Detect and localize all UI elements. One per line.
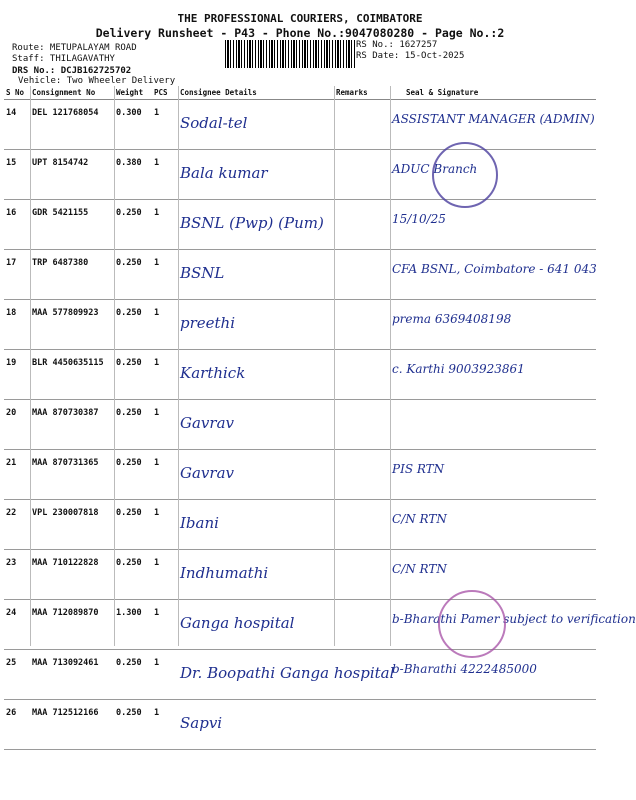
cell-pcs: 1 — [152, 350, 178, 400]
cell-signature — [390, 400, 596, 450]
cell-weight: 0.250 — [114, 350, 152, 400]
cell-consignee: Ibani — [178, 500, 334, 550]
table-row — [4, 100, 596, 150]
cell-consignee: Gavrav — [178, 450, 334, 500]
table-row — [4, 200, 596, 250]
cell-remarks — [334, 400, 390, 450]
cell-consignee: Ganga hospital — [178, 600, 334, 650]
cell-signature: 15/10/25 — [390, 200, 596, 250]
cell-consignment-no: MAA 710122828 — [30, 550, 114, 600]
cell-pcs: 1 — [152, 600, 178, 650]
cell-consignee: Sodal-tel — [178, 100, 334, 150]
cell-remarks — [334, 500, 390, 550]
cell-pcs: 1 — [152, 150, 178, 200]
cell-signature: prema 6369408198 — [390, 300, 596, 350]
cell-sno: 25 — [4, 650, 30, 700]
cell-remarks — [334, 150, 390, 200]
cell-consignment-no: MAA 713092461 — [30, 650, 114, 700]
cell-weight: 0.250 — [114, 550, 152, 600]
table-row — [4, 400, 596, 450]
rs-date: RS Date: 15-Oct-2025 — [356, 51, 465, 61]
cell-signature: CFA BSNL, Coimbatore - 641 043 — [390, 250, 596, 300]
cell-sno: 15 — [4, 150, 30, 200]
cell-weight: 0.250 — [114, 650, 152, 700]
col-remarks: Remarks — [334, 86, 390, 100]
cell-pcs: 1 — [152, 650, 178, 700]
cell-consignee: Dr. Boopathi Ganga hospital — [178, 650, 334, 700]
cell-sno: 19 — [4, 350, 30, 400]
grid-line — [390, 86, 391, 646]
vehicle-label: Vehicle: Two Wheeler Delivery — [18, 76, 176, 86]
cell-consignment-no: DEL 121768054 — [30, 100, 114, 150]
cell-consignment-no: MAA 870730387 — [30, 400, 114, 450]
cell-signature: PIS RTN — [390, 450, 596, 500]
cell-weight: 0.250 — [114, 250, 152, 300]
col-consignee: Consignee Details — [178, 86, 334, 100]
cell-sno: 22 — [4, 500, 30, 550]
cell-consignment-no: BLR 4450635115 — [30, 350, 114, 400]
col-signature: Seal & Signature — [390, 86, 596, 100]
staff-label: Staff: THILAGAVATHY — [12, 54, 115, 64]
cell-sno: 26 — [4, 700, 30, 750]
cell-pcs: 1 — [152, 500, 178, 550]
cell-sno: 17 — [4, 250, 30, 300]
grid-line — [334, 86, 335, 646]
table-row — [4, 600, 596, 650]
cell-sno: 14 — [4, 100, 30, 150]
cell-pcs: 1 — [152, 100, 178, 150]
table-row — [4, 550, 596, 600]
table-row — [4, 700, 596, 750]
table-row — [4, 300, 596, 350]
rs-number: RS No.: 1627257 — [356, 40, 438, 50]
cell-weight: 0.250 — [114, 700, 152, 750]
cell-signature: ASSISTANT MANAGER (ADMIN) — [390, 100, 596, 150]
cell-pcs: 1 — [152, 200, 178, 250]
cell-remarks — [334, 200, 390, 250]
cell-consignee: preethi — [178, 300, 334, 350]
cell-consignee: BSNL — [178, 250, 334, 300]
cell-consignment-no: MAA 712089870 — [30, 600, 114, 650]
cell-pcs: 1 — [152, 550, 178, 600]
cell-remarks — [334, 100, 390, 150]
cell-weight: 0.250 — [114, 400, 152, 450]
table-row — [4, 500, 596, 550]
cell-remarks — [334, 700, 390, 750]
cell-weight: 0.250 — [114, 200, 152, 250]
company-name: THE PROFESSIONAL COURIERS, COIMBATORE — [177, 12, 423, 25]
drs-label: DRS No.: DCJB162725702 — [12, 66, 132, 76]
hospital-seal-icon — [438, 590, 506, 658]
col-weight: Weight — [114, 86, 152, 100]
grid-line — [178, 86, 179, 646]
table-row — [4, 450, 596, 500]
col-sno: S No — [4, 86, 30, 100]
cell-remarks — [334, 600, 390, 650]
cell-pcs: 1 — [152, 250, 178, 300]
grid-line — [114, 86, 115, 646]
cell-pcs: 1 — [152, 400, 178, 450]
cell-sno: 24 — [4, 600, 30, 650]
cell-consignee: Karthick — [178, 350, 334, 400]
cell-remarks — [334, 250, 390, 300]
table-row — [4, 150, 596, 200]
cell-consignee: Indhumathi — [178, 550, 334, 600]
grid-line — [30, 86, 31, 646]
cell-consignee: BSNL (Pwp) (Pum) — [178, 200, 334, 250]
cell-remarks — [334, 350, 390, 400]
branch-seal-icon — [432, 142, 498, 208]
cell-signature: ADUC Branch — [390, 150, 596, 200]
table-row — [4, 350, 596, 400]
cell-sno: 18 — [4, 300, 30, 350]
route-label: Route: METUPALAYAM ROAD — [12, 43, 137, 53]
cell-pcs: 1 — [152, 700, 178, 750]
col-consignment: Consignment No — [30, 86, 114, 100]
cell-sno: 20 — [4, 400, 30, 450]
table-header — [4, 86, 596, 100]
cell-pcs: 1 — [152, 300, 178, 350]
cell-consignment-no: MAA 712512166 — [30, 700, 114, 750]
cell-weight: 0.250 — [114, 300, 152, 350]
cell-weight: 0.250 — [114, 450, 152, 500]
cell-signature: b-Bharathi Pamer subject to verification — [390, 600, 596, 650]
cell-consignee: Sapvi — [178, 700, 334, 750]
cell-signature — [390, 700, 596, 750]
table-row — [4, 250, 596, 300]
cell-sno: 16 — [4, 200, 30, 250]
cell-consignee: Gavrav — [178, 400, 334, 450]
cell-consignee: Bala kumar — [178, 150, 334, 200]
barcode-icon — [225, 40, 355, 68]
cell-signature: C/N RTN — [390, 500, 596, 550]
cell-weight: 0.250 — [114, 500, 152, 550]
cell-consignment-no: GDR 5421155 — [30, 200, 114, 250]
cell-remarks — [334, 450, 390, 500]
runsheet-title: Delivery Runsheet - P43 - Phone No.:9047080280 - Page No.:2 — [95, 26, 505, 40]
cell-consignment-no: TRP 6487380 — [30, 250, 114, 300]
cell-consignment-no: UPT 8154742 — [30, 150, 114, 200]
cell-sno: 23 — [4, 550, 30, 600]
cell-sno: 21 — [4, 450, 30, 500]
cell-signature: c. Karthi 9003923861 — [390, 350, 596, 400]
cell-signature: C/N RTN — [390, 550, 596, 600]
runsheet-table — [4, 86, 636, 750]
cell-signature: b-Bharathi 4222485000 — [390, 650, 596, 700]
cell-weight: 0.380 — [114, 150, 152, 200]
cell-consignment-no: VPL 230007818 — [30, 500, 114, 550]
cell-consignment-no: MAA 870731365 — [30, 450, 114, 500]
cell-consignment-no: MAA 577809923 — [30, 300, 114, 350]
cell-weight: 1.300 — [114, 600, 152, 650]
cell-remarks — [334, 300, 390, 350]
table-row — [4, 650, 596, 700]
cell-weight: 0.300 — [114, 100, 152, 150]
cell-remarks — [334, 550, 390, 600]
cell-pcs: 1 — [152, 450, 178, 500]
col-pcs: PCS — [152, 86, 178, 100]
